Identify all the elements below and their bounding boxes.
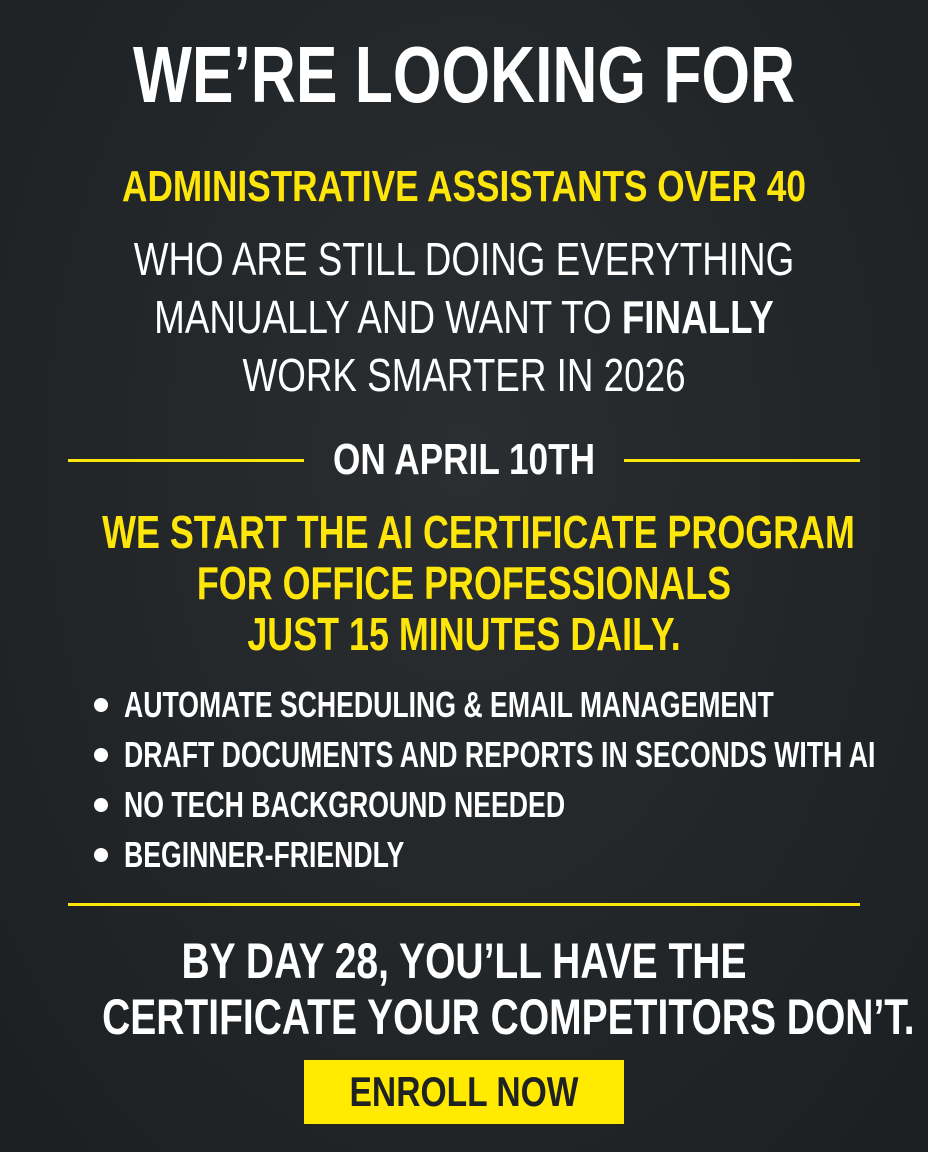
list-item (90, 830, 910, 880)
subheadline-line-1: WHO ARE STILL DOING EVERYTHING (133, 233, 795, 285)
closing-line-1: BY DAY 28, YOU’LL HAVE THE (181, 933, 747, 989)
program-line-3: JUST 15 MINUTES DAILY. (247, 608, 681, 660)
bullet-icon (94, 798, 108, 812)
program-line-2: FOR OFFICE PROFESSIONALS (196, 557, 732, 609)
bullet-icon (94, 698, 108, 712)
subheadline-line-2 (93, 290, 835, 344)
list-item-text: DRAFT DOCUMENTS AND REPORTS IN SECONDS WITH AI (124, 734, 876, 775)
divider-rule-right (624, 459, 860, 462)
divider-rule-bottom (68, 903, 860, 906)
subheadline-emphasis: FINALLY (621, 291, 774, 343)
closing-line-2: CERTIFICATE YOUR COMPETITORS DON’T. (102, 989, 915, 1045)
list-item-text: BEGINNER-FRIENDLY (124, 834, 405, 875)
headline: WE’RE LOOKING FOR (132, 30, 796, 119)
benefits-list (90, 680, 910, 880)
subheadline-line-2-text: MANUALLY AND WANT TO (154, 291, 622, 343)
enroll-now-button[interactable] (304, 1060, 624, 1124)
list-item-text: NO TECH BACKGROUND NEEDED (124, 784, 566, 825)
bullet-icon (94, 748, 108, 762)
date-divider (68, 432, 860, 488)
program-line-1: WE START THE AI CERTIFICATE PROGRAM (102, 506, 855, 558)
subheadline-line-3: WORK SMARTER IN 2026 (242, 349, 686, 401)
enroll-now-label: ENROLL NOW (349, 1068, 579, 1115)
target-audience: ADMINISTRATIVE ASSISTANTS OVER 40 (122, 162, 806, 211)
start-date: ON APRIL 10TH (332, 435, 596, 484)
list-item (90, 730, 910, 780)
bullet-icon (94, 848, 108, 862)
list-item (90, 780, 910, 830)
list-item (90, 680, 910, 730)
list-item-text: AUTOMATE SCHEDULING & EMAIL MANAGEMENT (124, 684, 774, 725)
